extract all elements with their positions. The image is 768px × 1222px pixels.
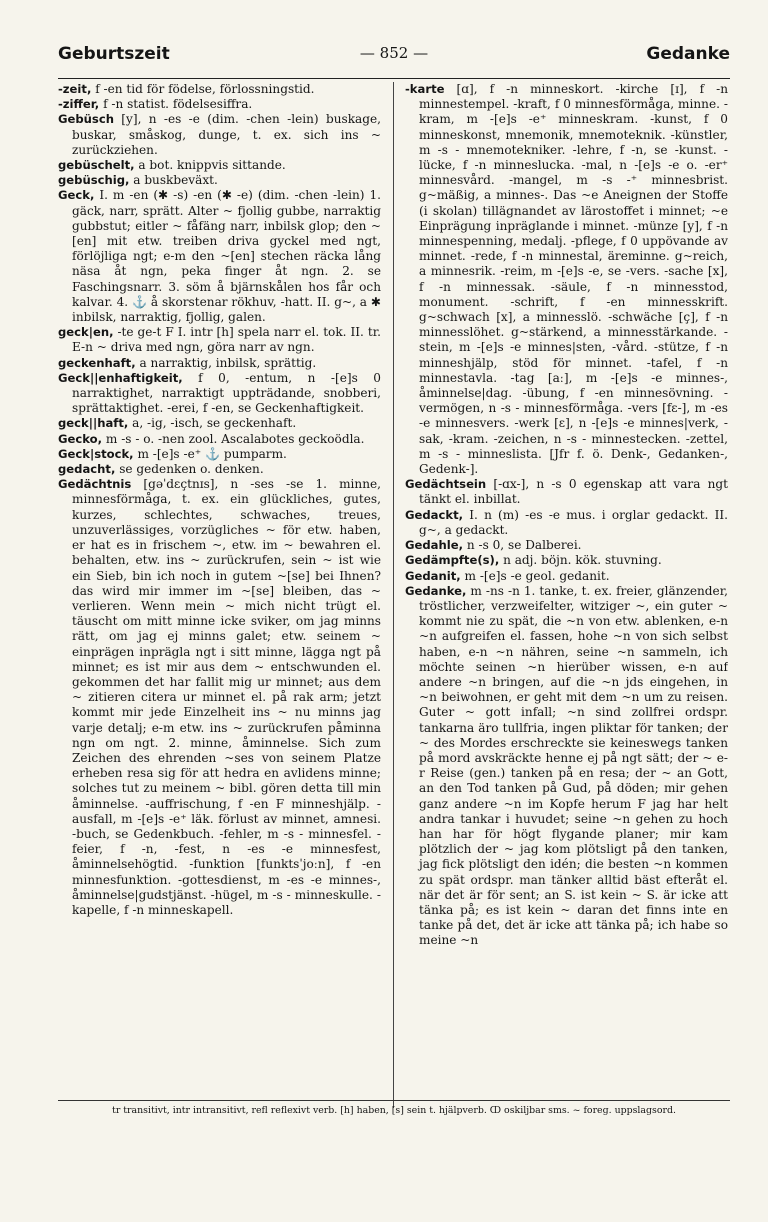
dictionary-entry [58,188,381,325]
header-right-guideword: Gedanke [646,44,730,64]
dictionary-entry [58,82,381,97]
entry-headword: geckenhaft, [58,355,136,370]
dictionary-entry [58,325,381,355]
entry-headword: Gebüsch [58,112,114,127]
entry-headword: gebüschig, [58,173,130,188]
left-column [58,82,381,1108]
column-divider [393,82,394,1108]
entry-definition: [gəˈdɛçtnɪs], n -ses -se 1. minne, minnesförmåga, t. ex. ein glückliches, gutes, kurzes, schlechtes, schwaches, treues, unzuverlässiges, vorzügliches ~ för etw. haben, er hat es in frischem ~, etw. im ~ bewahren el. behalten, etw. ins ~ zurückrufen, sein ~ ist wie ein Sieb, bin ich noch in gutem ~[se] bei Ihnen? das wird mir immer im ~[se] bleiben, das ~ verlieren. Wenn mein ~ mich nicht trügt el. täuscht om mitt minne icke sviker, om jag minns rätt, om jag ej minns galet; etw. seinem ~ einprägen inprägla ngt i sitt minne, lägga ngt på minnet; es ist mir aus dem ~ entschwunden el. gekommen det har fallit mig ur minnet; aus dem ~ zitieren citera ur minnet el. på rak arm; jetzt kommt mir jede Einzelheit ins ~ nu minns jag varje detalj; e-m etw. ins ~ zurückrufen påminna ngn om ngt. 2. minne, åminnelse. Sich zum Zeichen des ehrenden ~ses von seinem Platze erheben resa sig för att hedra en avlidens minne; solches tut zu meinem ~ bibl. gören detta till min åminnelse. -auffrischung, f -en F minneshjälp. -ausfall, m -[e]s -e⁺ läk. förlust av minnet, amnesi. -buch, se Gedenkbuch. -fehler, m -s - minnesfel. -feier, f -n, -fest, n -es -e minnesfest, åminnelsehögtid. -funktion [funktsˈjoːn], f -en minnesfunktion. -gottesdienst, m -es -e minnes-, åminnelse|gudstjänst. -hügel, m -s - minneskulle. -kapelle, f -n minneskapell. [72,477,381,917]
entry-headword: Geck, [58,188,95,203]
entry-definition: a narraktig, inbilsk, sprättig. [135,355,317,370]
entry-headword: Gedanit, [405,568,461,583]
dictionary-entry [405,553,728,568]
entry-headword: Gedanke, [405,583,467,598]
dictionary-entry [58,416,381,431]
dictionary-entry [58,447,381,462]
header-left-guideword: Geburtszeit [58,44,170,64]
entry-definition: I. m -en (✱ -s) -en (✱ -e) (dim. -chen -lein) 1. gäck, narr, sprätt. Alter ~ fjollig gubbe, narraktig gubbstut; eitler ~ fåfäng narr, inbilsk glop; den ~[en] mit etw. treiben driva gyckel med ngt, förlöjliga ngt; e-m den ~[en] stechen räcka lång näsa åt ngn, peka finger åt ngn. 2. se Faschingsnarr. 3. söm å bjärnskålen hos får och kalvar. 4. ⚓ å skorstenar rökhuv, -hatt. II. g~, a ✱ inbilsk, narraktig, fjollig, galen. [72,188,381,325]
entry-definition: m -ns -n 1. tanke, t. ex. freier, glänzender, tröstlicher, verzweifelter, witziger ~, ein guter ~ kommt nie zu spät, die ~n von etw. ablenken, e-n ~n aufgreifen el. fassen, hohe ~n von sich selbst haben, e-n ~n nähren, seine ~n sammeln, ich möchte seinen ~n hierüber wissen, e-n auf andere ~n bringen, auf die ~n jds eingehen, in ~n beiwohnen, er geht mit dem ~n um zu reisen. Guter ~ gott infall; ~n sind zollfrei ordspr. tankarna äro tullfria, ingen pliktar för tanken; der ~ des Mordes erschreckte sie keineswegs tanken på mord avskräckte henne ej på ngt sätt; der ~ e-r Reise (gen.) tanken på en resa; der ~ an Gott, an den Tod tanken på Gud, på döden; mir gehen ganz andere ~n im Kopfe herum F jag har helt andra tankar i huvudet; seine ~n gehen zu hoch han har för högt flygande planer; mir kam plötzlich der ~ jag kom plötsligt på den tanken, jag fick plötsligt den idén; die besten ~n kommen zu spät ordspr. man tänker alltid bäst efteråt el. när det är för sent; an S. ist kein ~ S. är icke att tänka på; es ist kein ~ daran det finns inte en tanke på det, det är icke att tänka på; ich habe so meine ~n [419,583,728,948]
entry-headword: Gedächtnis [58,477,132,492]
page-number: — 852 — [359,44,429,62]
entry-headword: gedacht, [58,462,116,477]
entry-definition: I. n (m) -es -e mus. i orglar gedackt. II. g~, a gedackt. [419,507,728,537]
page-header [58,38,730,79]
entry-definition: m -s - o. -nen zool. Ascalabotes geckoödla. [102,431,365,446]
dictionary-entry [58,477,381,918]
entry-headword: Gecko, [58,431,103,446]
entry-headword: -zeit, [58,82,92,96]
entry-headword: -ziffer, [58,97,100,112]
entry-definition: -te ge-t F I. intr [h] spela narr el. tok. II. tr. E-n ~ driva med ngn, göra narr av ngn. [72,325,381,355]
dictionary-entry [58,112,381,158]
entry-definition: n -s 0, se Dalberei. [463,538,582,553]
entry-headword: Gedämpfte(s), [405,553,500,568]
entry-definition: f -n statist. födelsesiffra. [99,97,253,112]
dictionary-entry [58,173,381,188]
entry-headword: Gedahle, [405,538,463,553]
dictionary-entry [58,371,381,417]
dictionary-page [58,38,730,948]
dictionary-entry [58,432,381,447]
entry-headword: gebüschelt, [58,158,135,173]
right-column [405,82,728,1108]
entry-definition: m -[e]s -e geol. gedanit. [460,568,610,583]
columns [58,82,730,1108]
entry-headword: Gedächtsein [405,477,487,492]
entry-definition: [-ɑx-], n -s 0 egenskap att vara ngt tänkt el. inbillat. [419,477,728,507]
entry-definition: f 0, -entum, n -[e]s 0 narraktighet, narraktigt uppträdande, snobberi, sprättaktighet. -erei, f -en, se Geckenhaftigkeit. [72,370,381,416]
dictionary-entry [405,82,728,477]
entry-headword: Gedackt, [405,507,464,522]
entry-definition: m -[e]s -e⁺ ⚓ pumparm. [133,446,287,461]
entry-headword: Geck||enhaftigkeit, [58,370,183,385]
entry-definition: a, -ig, -isch, se geckenhaft. [128,416,297,431]
entry-headword: geck|en, [58,325,114,340]
entry-definition: f -en tid för födelse, förlossningstid. [91,82,315,96]
dictionary-entry [58,158,381,173]
dictionary-entry [405,584,728,949]
dictionary-entry [58,462,381,477]
page-footer-legend: tr transitivt, intr intransitivt, refl reflexivt verb. [h] haben, [s] sein t. hjälpverb. ↀ oskiljbar sms. ~ foreg. uppslagsord. [58,1100,730,1116]
entry-headword: -karte [405,82,445,96]
entry-definition: a bot. knippvis sittande. [134,158,286,173]
entry-definition: [ɑ], f -n minneskort. -kirche [ɪ], f -n minnestempel. -kraft, f 0 minnesförmåga, minne. -kram, m -[e]s -e⁺ minneskram. -kunst, f 0 minneskonst, mnemonik, mnemoteknik. -künstler, m -s - mnemotekniker. -lehre, f -n, se -kunst. -lücke, f -n minneslucka. -mal, n -[e]s -e o. -er⁺ minnesvård. -mangel, m -s -⁺ minnesbrist. g~mäßig, a minnes-. Das ~e Aneignen der Stoffe (i skolan) tillägnandet av lärostoffet i minnet; ~e Einprägung inpräglande i minnet. -münze [y], f -n minnespenning, medalj. -pflege, f 0 uppövande av minnet. -rede, f -n minnestal, äreminne. g~reich, a minnesrik. -reim, m -[e]s -e, se -vers. -sache [x], f -n minnessak. -säule, f -n minnesstod, monument. -schrift, f -en minnesskrift. g~schwach [x], a minnesslö. -schwäche [ç], f -n minnesslöhet. g~stärkend, a minnesstärkande. -stein, m -[e]s -e minnes|sten, -vård. -stütze, f -n minneshjälp, stöd för minnet. -tafel, f -n minnestavla. -tag [aː], m -[e]s -e minnes-, åminnelse|dag. -übung, f -en minnesövning. -vermögen, n -s - minnesförmåga. -vers [fɛ-], m -es -e minnesvers. -werk [ɛ], n -[e]s -e minnes|verk, -sak, -kram. -zeichen, n -s - minnestecken. -zettel, m -s - minneslista. [Jfr f. ö. Denk-, Gedanken-, Gedenk-]. [419,82,728,477]
dictionary-entry [58,97,381,112]
entry-definition: se gedenken o. denken. [115,462,264,477]
dictionary-entry [405,477,728,507]
dictionary-entry [58,356,381,371]
entry-definition: [y], n -es -e (dim. -chen -lein) buskage, buskar, småskog, dunge, t. ex. sich ins ~ zurückziehen. [72,112,381,157]
entry-definition: a buskbeväxt. [129,173,218,188]
dictionary-entry [405,508,728,538]
dictionary-entry [405,538,728,553]
entry-headword: geck||haft, [58,416,129,431]
dictionary-entry [405,569,728,584]
entry-headword: Geck|stock, [58,446,134,461]
entry-definition: n adj. böjn. kök. stuvning. [499,553,662,568]
